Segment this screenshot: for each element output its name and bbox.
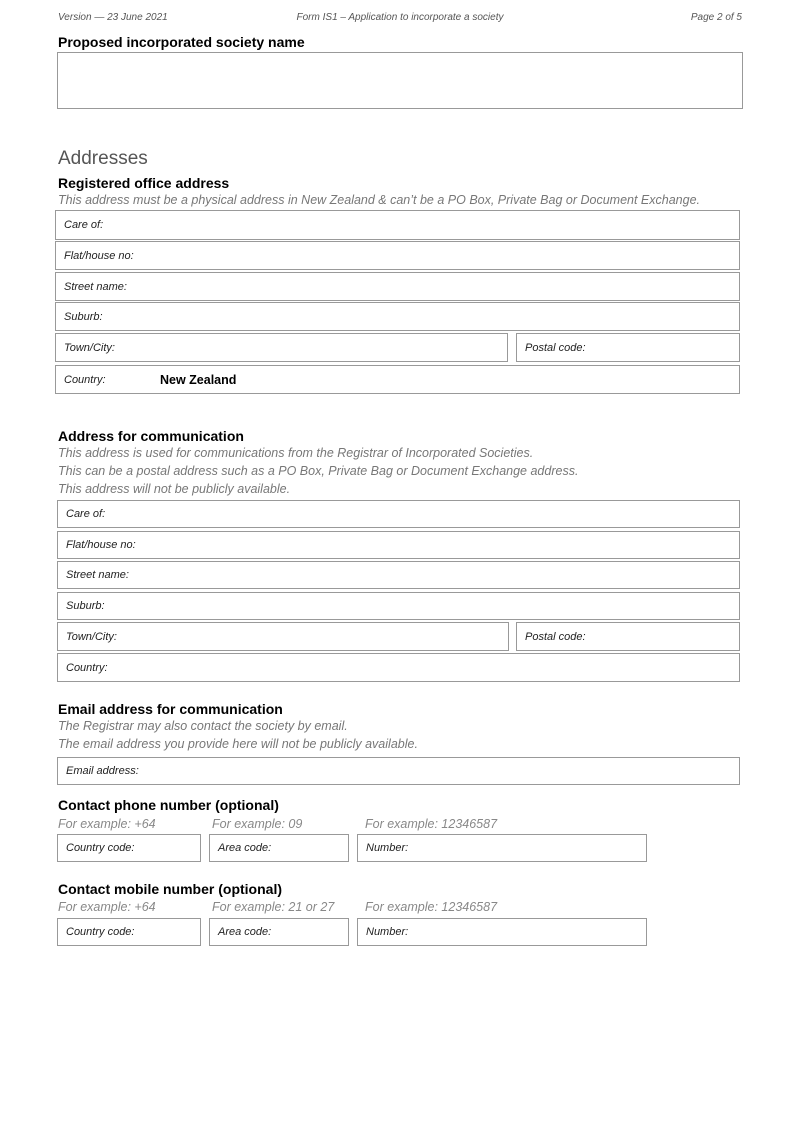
field-label: Country:	[64, 373, 106, 386]
comm-suburb-field[interactable]	[57, 592, 740, 620]
society-name-heading: Proposed incorporated society name	[58, 34, 305, 50]
field-label: Street name:	[64, 280, 127, 293]
email-note: The email address you provide here will not be publicly available.	[58, 737, 418, 751]
comm-postal-field[interactable]	[516, 622, 740, 651]
mobile-example: For example: 21 or 27	[212, 900, 335, 914]
field-label: Postal code:	[525, 630, 586, 643]
field-label: Flat/house no:	[64, 249, 134, 262]
comm-town-field[interactable]	[57, 622, 509, 651]
comm-care-of-field[interactable]	[57, 500, 740, 528]
mobile-example: For example: 12346587	[365, 900, 498, 914]
addresses-title: Addresses	[58, 148, 148, 169]
phone-area-code-field[interactable]	[209, 834, 349, 862]
page-number: Page 2 of 5	[690, 12, 742, 23]
society-name-input[interactable]	[57, 52, 743, 109]
field-label: Care of:	[64, 219, 104, 231]
reg-street-field[interactable]	[55, 272, 740, 301]
field-label: Country:	[66, 661, 108, 674]
field-label: Town/City:	[64, 341, 115, 354]
reg-flat-field[interactable]	[55, 241, 740, 270]
communication-note: This can be a postal address such as a PO Box, Private Bag or Document Exchange address.	[58, 464, 579, 478]
reg-postal-field[interactable]	[516, 333, 740, 362]
phone-example: For example: 12346587	[365, 817, 498, 831]
country-value: New Zealand	[160, 372, 237, 387]
reg-care-of-field[interactable]	[55, 210, 740, 240]
mobile-example: For example: +64	[58, 900, 156, 914]
phone-number-field[interactable]	[357, 834, 647, 862]
mobile-heading: Contact mobile number (optional)	[58, 881, 282, 897]
registered-note: This address must be a physical address in New Zealand & can’t be a PO Box, Private Bag or Document Exchange.	[58, 193, 700, 207]
field-label: Country code:	[66, 842, 135, 854]
field-label: Suburb:	[64, 310, 103, 323]
communication-heading: Address for communication	[58, 428, 244, 444]
phone-example: For example: +64	[58, 817, 156, 831]
communication-note: This address will not be publicly available.	[58, 482, 291, 496]
reg-town-field[interactable]	[55, 333, 508, 362]
field-label: Care of:	[66, 508, 106, 520]
mobile-area-code-field[interactable]	[209, 918, 349, 946]
phone-heading: Contact phone number (optional)	[58, 797, 279, 813]
mobile-number-field[interactable]	[357, 918, 647, 946]
field-label: Number:	[366, 842, 409, 854]
field-label: Suburb:	[66, 600, 105, 612]
field-label: Email address:	[66, 765, 139, 777]
comm-street-field[interactable]	[57, 561, 740, 589]
field-label: Town/City:	[66, 630, 117, 643]
field-label: Number:	[366, 926, 409, 938]
phone-country-code-field[interactable]	[57, 834, 201, 862]
reg-suburb-field[interactable]	[55, 302, 740, 331]
form-title: Form IS1 – Application to incorporate a society	[296, 12, 504, 23]
mobile-country-code-field[interactable]	[57, 918, 201, 946]
reg-country-field[interactable]	[55, 365, 740, 394]
registered-heading: Registered office address	[58, 175, 230, 191]
field-label: Country code:	[66, 926, 135, 938]
field-label: Postal code:	[525, 341, 586, 354]
email-note: The Registrar may also contact the society by email.	[58, 719, 348, 733]
field-label: Area code:	[218, 842, 272, 854]
phone-example: For example: 09	[212, 817, 303, 831]
field-label: Flat/house no:	[66, 539, 136, 551]
communication-note: This address is used for communications from the Registrar of Incorporated Societies.	[58, 446, 534, 460]
field-label: Area code:	[218, 926, 272, 938]
comm-flat-field[interactable]	[57, 531, 740, 559]
email-field[interactable]	[57, 757, 740, 785]
field-label: Street name:	[66, 569, 129, 581]
comm-country-field[interactable]	[57, 653, 740, 682]
version-text: Version — 23 June 2021	[58, 12, 168, 23]
email-heading: Email address for communication	[58, 701, 283, 717]
